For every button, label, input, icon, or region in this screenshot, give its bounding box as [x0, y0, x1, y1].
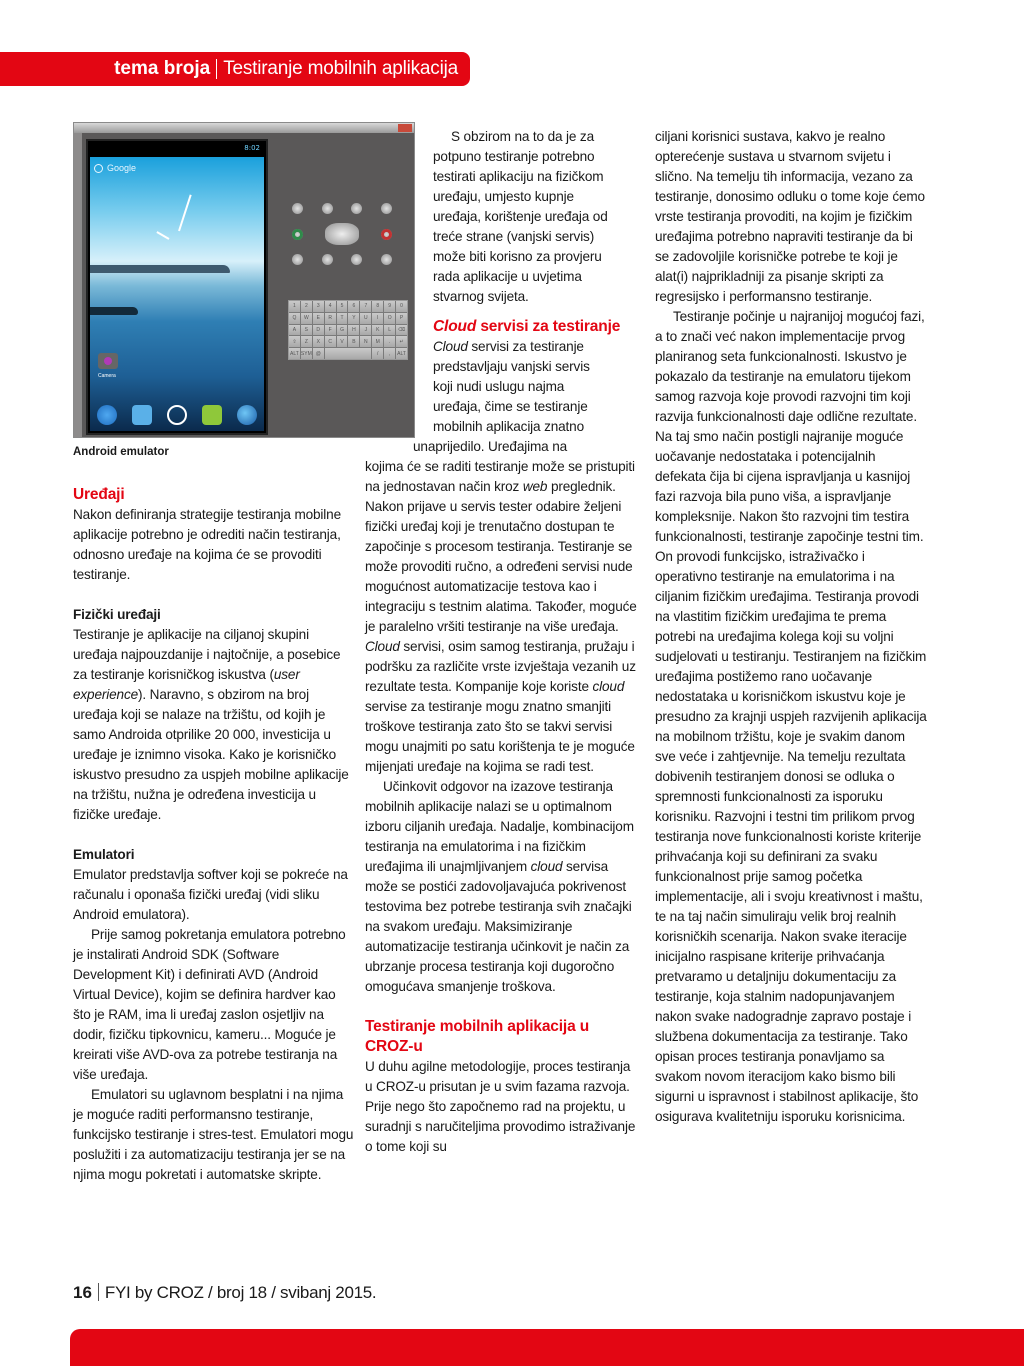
header-divider [216, 59, 217, 79]
column-1 [73, 485, 355, 1185]
app-drawer-icon [167, 405, 187, 425]
search-icon [94, 164, 103, 173]
android-emulator-screenshot [73, 122, 415, 438]
emulator-window-titlebar [74, 123, 414, 133]
camera-button-icon [292, 203, 303, 214]
camera-app-label: Camera [98, 373, 116, 379]
browser-globe-icon [237, 405, 257, 425]
analog-clock-icon [178, 195, 192, 232]
paragraph-cloud-start [433, 337, 637, 437]
paragraph-line: koji nudi uslugu najma [433, 379, 565, 394]
keyboard-key: M [372, 336, 383, 347]
bottom-decorative-bar [70, 1329, 1024, 1366]
keyboard-key: , [384, 348, 395, 359]
keyboard-key: L [384, 325, 395, 336]
paragraph: kojima će se raditi testiranje može se pristupiti na jednostavan način kroz web preglednik. Nakon prijave u servis tester odabire željeni fizički uređaj koji je trenutačno dostupan te započinje s procesom testiranja. Testiranje se može provoditi ručno, a određeni servisi nude mogućnost automatizacije testova kao i integraciju s testnim alatima. Također, moguće je paralelno vršiti testiranje na više uređaja. Cloud servisi, osim samog testiranja, pružaju i podršku za različite vrste izvještaja vezanih uz rezultate testa. Kompanije koje koriste cloud servise za testiranje mogu znatno smanjiti troškove testiranja zato što se takvi servisi mogu unajmiti po satu korištenja te je moguće mijenjati uređaje na kojima se radi test. [365, 459, 637, 774]
keyboard-key: SYM [301, 348, 312, 359]
wallpaper-shape [90, 265, 230, 273]
paragraph: Emulator predstavlja softver koji se pokreće na računalu i oponaša fizički uređaj (vidi sliku Android emulatora). [73, 867, 348, 922]
messaging-icon [202, 405, 222, 425]
home-icon [292, 254, 303, 265]
heading-devices: Uređaji [73, 486, 125, 503]
keyboard-key: 7 [360, 301, 371, 312]
figure-caption: Android emulator [73, 446, 169, 458]
heading-croz-testing: Testiranje mobilnih aplikacija u CROZ-u [365, 1018, 590, 1055]
paragraph: Testiranje počinje u najranijoj mogućoj fazi, a to znači već nakon implementacije prvog planiranog seta funkcionalnosti. Iskustvo je pokazalo da testiranje na emulatoru tijekom samog razvoja koje provodi razvojni tim koji razvija funkcionalnosti daje odlične rezultate. Na taj smo način postigli najranije moguće uočavanje nedostataka i potencijalnih defekata čija bi cijena ispravljanja u kasnijoj fazi razvoja bila puno viša, a ispravljanje kompleksnije. Nakon što razvojni tim testira funkcionalnosti, testiranje započinje testni tim. On provodi funkcijsko, istraživačko i operativno testiranje na emulatorima i na ciljanim fizičkim uređajima. Testiranja provodi na vlastitim fizičkim uređajima te prema potrebi na uređajima kolega koji su voljni sudjelovati u testiranju. Testiranjem na fizičkim uređajima postižemo rano uočavanje nedostataka u korisničkom iskustvu koje je presudno za krajnji uspjeh razvijenih aplikacija na mobilnom tržištu, koje je svakim danom sve veće i zahtjevnije. Na temelju rezultata dobivenih testiranjem donosi se odluka o spremnosti funkcionalnosti za isporuku korisniku. Razvojni i testni tim prilikom prvog testiranja nove funkcionalnosti koriste kriterije prihvaćanja koji su definirani za svaku funkcionalnost prije samog početka implementacije, ali i svoju kreativnost i maštu, te na taj način simuliraju velik broj realnih korisničkih scenarija. Nakon svake iteracije inicijalno raspisane kriterije prihvaćanja pretvaramo u detaljniju dokumentaciju za testiranje, koja stalnim nadopunjavanjem nakon svake nadogradnje zapravo postaje i službena dokumentacija za testiranje. Tako opisan proces testiranja ponavljamo sa svakom novom iteracijom kako bismo bili sigurni u ispravnost i stabilnost aplikacije, što osigurava kvalitetniju isporuku korisnicima. [655, 309, 927, 1124]
dpad-icon [325, 223, 359, 245]
volume-down-icon [322, 203, 333, 214]
keyboard-key: ⇧ [289, 336, 300, 347]
app-dock [90, 405, 264, 425]
paragraph-line: rada aplikacije u uvjetima [433, 269, 582, 284]
keyboard-key: C [325, 336, 336, 347]
footer-divider [98, 1283, 99, 1301]
keyboard-key: / [372, 348, 383, 359]
keyboard-key: Y [348, 313, 359, 324]
page-footer [73, 1283, 376, 1303]
clock-hand [156, 231, 169, 240]
paragraph: ciljani korisnici sustava, kakvo je realno opterećenje sustava u stvarnom svijetu i slično. Na temelju tih informacija, vezano za testiranje, donosimo odluku o tome koje ćemo vrste testiranja provoditi, na kojim je fizičkim uređajima potrebno napraviti testiranje da bi se zadovoljile korisničke potrebe te koji je alat(i) najprikladniji za pisanje skripti za regresijsko i performansno testiranje. [655, 129, 925, 304]
section-header [0, 52, 470, 86]
paragraph-line: treće strane (vanjski servis) [433, 229, 595, 244]
keyboard-key: B [348, 336, 359, 347]
paragraph-line: uređaja, čime se testiranje [433, 399, 588, 414]
keyboard-key: I [372, 313, 383, 324]
paragraph-line: predstavljaju vanjski servis [433, 359, 590, 374]
keyboard-key: G [337, 325, 348, 336]
paragraph: Nakon definiranja strategije testiranja mobilne aplikacije potrebno je odrediti način testiranja, odnosno uređaje na kojima će se provoditi testiranje. [73, 507, 341, 582]
keyboard-key: P [396, 313, 407, 324]
contacts-icon [132, 405, 152, 425]
paragraph-line: Cloud servisi za testiranje [433, 339, 584, 354]
keyboard-key: R [325, 313, 336, 324]
heading-emulators: Emulatori [73, 847, 135, 862]
article-title: Testiranje mobilnih aplikacija [223, 58, 458, 79]
back-icon [351, 254, 362, 265]
keyboard-key: U [360, 313, 371, 324]
android-home-screen [90, 157, 264, 431]
keyboard-key: 4 [325, 301, 336, 312]
wallpaper-shape [90, 307, 138, 315]
keyboard-key: J [360, 325, 371, 336]
keyboard-key: 1 [289, 301, 300, 312]
keyboard-key: . [384, 336, 395, 347]
keyboard-key: 9 [384, 301, 395, 312]
keyboard-key: ↵ [396, 336, 407, 347]
keyboard-key: @ [313, 348, 324, 359]
paragraph-line: potpuno testiranje potrebno [433, 149, 595, 164]
page-number: 16 [73, 1283, 92, 1302]
paragraph-intro [433, 127, 637, 307]
keyboard-key: ⌫ [396, 325, 407, 336]
menu-icon [322, 254, 333, 265]
heading-cloud-services: Cloud servisi za testiranje [433, 318, 621, 335]
paragraph-line: testirati aplikaciju na fizičkom [433, 169, 604, 184]
keyboard-key: O [384, 313, 395, 324]
paragraph-line: uređaja, korištenje uređaja od [433, 209, 608, 224]
paragraph-line: stvarnog svijeta. [433, 289, 529, 304]
keyboard-key: T [337, 313, 348, 324]
keyboard-key: Q [289, 313, 300, 324]
paragraph: Emulatori su uglavnom besplatni i na njima je moguće raditi performansno testiranje, funkcijsko testiranje i stres-test. Emulatori mogu poslužiti i za automatizaciju testiranja jer se na njima mogu pokretati i automatske skripte. [73, 1087, 354, 1182]
paragraph: U duhu agilne metodologije, proces testiranja u CROZ-u prisutan je u svim fazama razvoja. Prije nego što započnemo rad na projektu, u suradnji s naručiteljima provodimo istraživanje o tome koji su [365, 1059, 636, 1154]
keyboard-key: N [360, 336, 371, 347]
keyboard-key: W [301, 313, 312, 324]
paragraph: Učinkovit odgovor na izazove testiranja mobilnih aplikacije nalazi se u optimalnom izboru ciljanih uređaja. Nadalje, kombinacijom testiranja na emulatorima i na fizičkim uređajima ili unajmljivanjem cloud servisa može se postići zadovoljavajuća pokrivenost testovima bez potrebe testiranja svih značajki na svakom uređaju. Maksimiziranje automatizacije testiranja učinkovit je način za ubrzanje procesa testiranja koji dugoročno omogućava smanjenje troškova. [365, 779, 634, 994]
keyboard-key: V [337, 336, 348, 347]
keyboard-key: 6 [348, 301, 359, 312]
paragraph-line: unaprijedilo. Uređajima na [413, 439, 568, 454]
publication-info: FYI by CROZ / broj 18 / svibanj 2015. [104, 1283, 377, 1302]
window-frame [74, 133, 82, 438]
keyboard-key: X [313, 336, 324, 347]
volume-up-icon [351, 203, 362, 214]
keyboard-key: E [313, 313, 324, 324]
section-kicker: tema broja [114, 58, 211, 79]
keyboard-key: ALT [396, 348, 407, 359]
heading-physical-devices: Fizički uređaji [73, 607, 161, 622]
paragraph: Prije samog pokretanja emulatora potrebno je instalirati Android SDK (Software Development Kit) i definirati AVD (Android Virtual Device), kojim se definira hardver kao što je RAM, ima li uređaj zaslon osjetljiv na dodir, fizičku tipkovnicu, kameru... Moguće je kreirati više AVD-ova za potrebe testiranja na više uređaja. [73, 927, 346, 1082]
keyboard-key: ALT [289, 348, 300, 359]
status-bar-time: 8:02 [244, 144, 260, 152]
keyboard-key: A [289, 325, 300, 336]
column-3 [655, 127, 927, 1127]
keyboard-key: S [301, 325, 312, 336]
keyboard-key: Z [301, 336, 312, 347]
call-icon [292, 229, 303, 240]
paragraph-line: uređaju, umjesto kupnje [433, 189, 574, 204]
paragraph-line: S obzirom na to da je za [451, 129, 594, 144]
keyboard-key: 8 [372, 301, 383, 312]
keyboard-key: 3 [313, 301, 324, 312]
google-label: Google [107, 163, 137, 173]
phone-icon [97, 405, 117, 425]
paragraph: Testiranje je aplikacije na ciljanoj skupini uređaja najpouzdanije i najtočnije, a posebice za testiranje korisničkog iskustva (user experience). Naravno, s obzirom na broj uređaja koji se nalaze na tržištu, od kojih je samo Androida otprilike 20 000, investicija u uređaje je iznimno visoka. Kako je korisničko iskustvo presudno za uspjeh mobilne aplikacije na tržištu, nužna je određena investicija u fizičke uređaje. [73, 627, 349, 822]
camera-app-icon [98, 353, 118, 369]
keyboard-key: H [348, 325, 359, 336]
keyboard-key: 0 [396, 301, 407, 312]
keyboard-key: D [313, 325, 324, 336]
phone-screen-frame [86, 139, 268, 435]
google-search-bar [94, 163, 136, 173]
paragraph-line: može biti korisno za provjeru [433, 249, 602, 264]
keyboard-key: K [372, 325, 383, 336]
keyboard-key: 2 [301, 301, 312, 312]
column-2 [365, 127, 637, 1157]
keyboard-key: F [325, 325, 336, 336]
keyboard-key: 5 [337, 301, 348, 312]
paragraph-line: mobilnih aplikacija znatno [433, 419, 585, 434]
